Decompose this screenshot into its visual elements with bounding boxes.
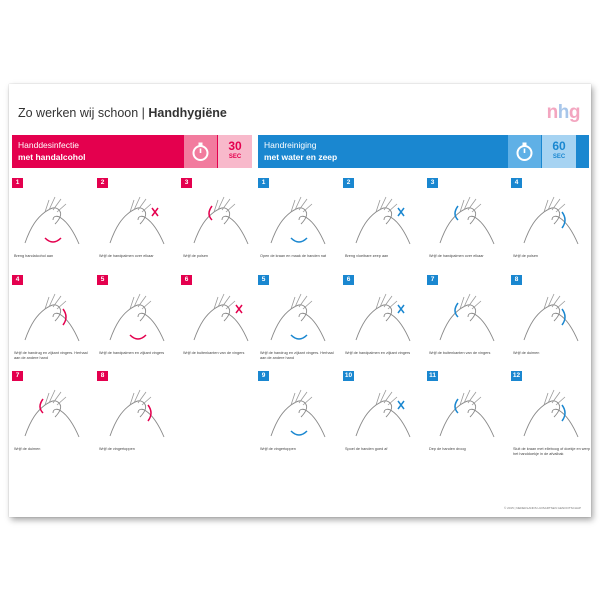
duration-badge	[542, 135, 576, 168]
duration-badge	[218, 135, 252, 168]
step-number: 4	[12, 275, 23, 285]
section-title: Handdesinfectie	[18, 140, 79, 150]
section-header-washing	[258, 135, 589, 168]
step-caption: Wrijf de handpalmen en zijkant vingers	[99, 351, 165, 355]
step-number: 8	[511, 275, 522, 285]
finger-backs-icon	[430, 285, 504, 347]
interlaced-fingers-icon	[100, 285, 174, 347]
washing-step	[427, 178, 507, 262]
step-caption: Dep de handen droog	[429, 447, 466, 451]
washing-step	[427, 275, 507, 359]
step-caption: Wrijf de polsen	[513, 254, 539, 258]
step-number: 1	[12, 178, 23, 188]
disinfection-step	[181, 178, 261, 262]
step-caption: Wrijf de handpalmen over elkaar	[429, 254, 484, 258]
disinfection-step	[12, 178, 92, 262]
step-caption: Wrijf de vingertoppen	[99, 447, 135, 451]
tap-icon	[261, 188, 335, 250]
step-caption: Wrijf de vingertoppen	[260, 447, 296, 451]
palms-rub-icon	[100, 188, 174, 250]
step-number: 5	[258, 275, 269, 285]
step-caption: Wrijf de polsen	[183, 254, 209, 258]
logo-letter: n	[546, 102, 558, 123]
step-number: 1	[258, 178, 269, 188]
towel-dry-icon	[430, 381, 504, 443]
section-subtitle: met handalcohol	[18, 152, 86, 162]
step-number: 3	[181, 178, 192, 188]
washing-step	[343, 371, 423, 455]
title-light: Zo werken wij schoon |	[18, 106, 149, 120]
section-title: Handreiniging	[264, 140, 317, 150]
disinfection-step	[97, 178, 177, 262]
washing-step	[258, 275, 338, 359]
thumb-rub-icon	[514, 285, 588, 347]
wrist-rub-icon	[184, 188, 258, 250]
section-subtitle: met water en zeep	[264, 152, 338, 162]
back-of-hand-icon	[261, 285, 335, 347]
stopwatch-icon	[184, 135, 217, 168]
duration-unit: SEC	[228, 154, 242, 160]
washing-step	[343, 275, 423, 359]
fingertips-icon	[261, 381, 335, 443]
fingertips-icon	[100, 381, 174, 443]
thumb-rub-icon	[15, 381, 89, 443]
back-of-hand-icon	[15, 285, 89, 347]
step-number: 6	[343, 275, 354, 285]
step-caption: Breng handalcohol aan	[14, 254, 54, 258]
washing-step	[343, 178, 423, 262]
dispenser-icon	[15, 188, 89, 250]
step-caption: Wrijf de duimen	[14, 447, 41, 451]
step-caption: Wrijf de handrug en zijkant vingers. Herhaal aan de andere hand	[14, 351, 88, 360]
logo-letter: g	[568, 102, 580, 123]
section-header-disinfection	[12, 135, 252, 168]
washing-step	[258, 178, 338, 262]
stopwatch-icon	[508, 135, 541, 168]
step-caption: Wrijf de handpalmen en zijkant vingers	[345, 351, 411, 355]
step-number: 10	[344, 372, 353, 379]
nhg-logo	[547, 102, 580, 124]
logo-letter: h	[557, 102, 569, 123]
duration-value: 30	[228, 139, 242, 153]
rinse-icon	[346, 381, 420, 443]
step-caption: Wrijf de buitenkanten van de vingers	[429, 351, 491, 355]
step-number: 2	[97, 178, 108, 188]
washing-step	[511, 275, 591, 359]
washing-step	[258, 371, 338, 455]
step-caption: Open de kraan en maak de handen nat	[260, 254, 327, 258]
dispenser-icon	[346, 188, 420, 250]
interlaced-fingers-icon	[346, 285, 420, 347]
step-number: 8	[97, 371, 108, 381]
step-number: 11	[427, 371, 438, 381]
page-title	[18, 106, 227, 120]
disinfection-step	[12, 275, 92, 359]
disinfection-step	[12, 371, 92, 455]
step-caption: Spoel de handen goed af	[345, 447, 388, 451]
washing-step	[511, 178, 591, 262]
step-caption: Breng vloeibare zeep aan	[345, 254, 389, 258]
step-number: 4	[511, 178, 522, 188]
step-number: 7	[427, 275, 438, 285]
step-caption: Wrijf de handpalmen over elkaar	[99, 254, 154, 258]
palms-rub-icon	[430, 188, 504, 250]
step-number: 7	[12, 371, 23, 381]
towel-bin-icon	[514, 381, 588, 443]
disinfection-step	[97, 275, 177, 359]
step-number: 9	[258, 371, 269, 381]
step-number: 5	[97, 275, 108, 285]
washing-step	[427, 371, 507, 455]
duration-value: 60	[552, 139, 566, 153]
step-number: 6	[181, 275, 192, 285]
duration-unit: SEC	[552, 154, 566, 160]
title-bold: Handhygiëne	[148, 106, 227, 120]
disinfection-step	[97, 371, 177, 455]
step-caption: Wrijf de handrug en zijkant vingers. Herhaal aan de andere hand	[260, 351, 334, 360]
step-caption: Wrijf de duimen	[513, 351, 540, 355]
step-caption: Wrijf de buitenkanten van de vingers	[183, 351, 245, 355]
poster	[9, 84, 591, 517]
step-number: 2	[343, 178, 354, 188]
step-caption: Sluit de kraan met elleboog of doekje en werp het handdoekje in de afvalbak	[513, 447, 591, 456]
disinfection-step	[181, 275, 261, 359]
footer-copyright: © 2015 | NEDERLANDS HUISARTSEN GENOOTSCHAP	[504, 506, 581, 510]
step-number: 3	[427, 178, 438, 188]
finger-backs-icon	[184, 285, 258, 347]
wrist-rub-icon	[514, 188, 588, 250]
step-number: 12	[512, 372, 521, 379]
washing-step	[511, 371, 591, 455]
